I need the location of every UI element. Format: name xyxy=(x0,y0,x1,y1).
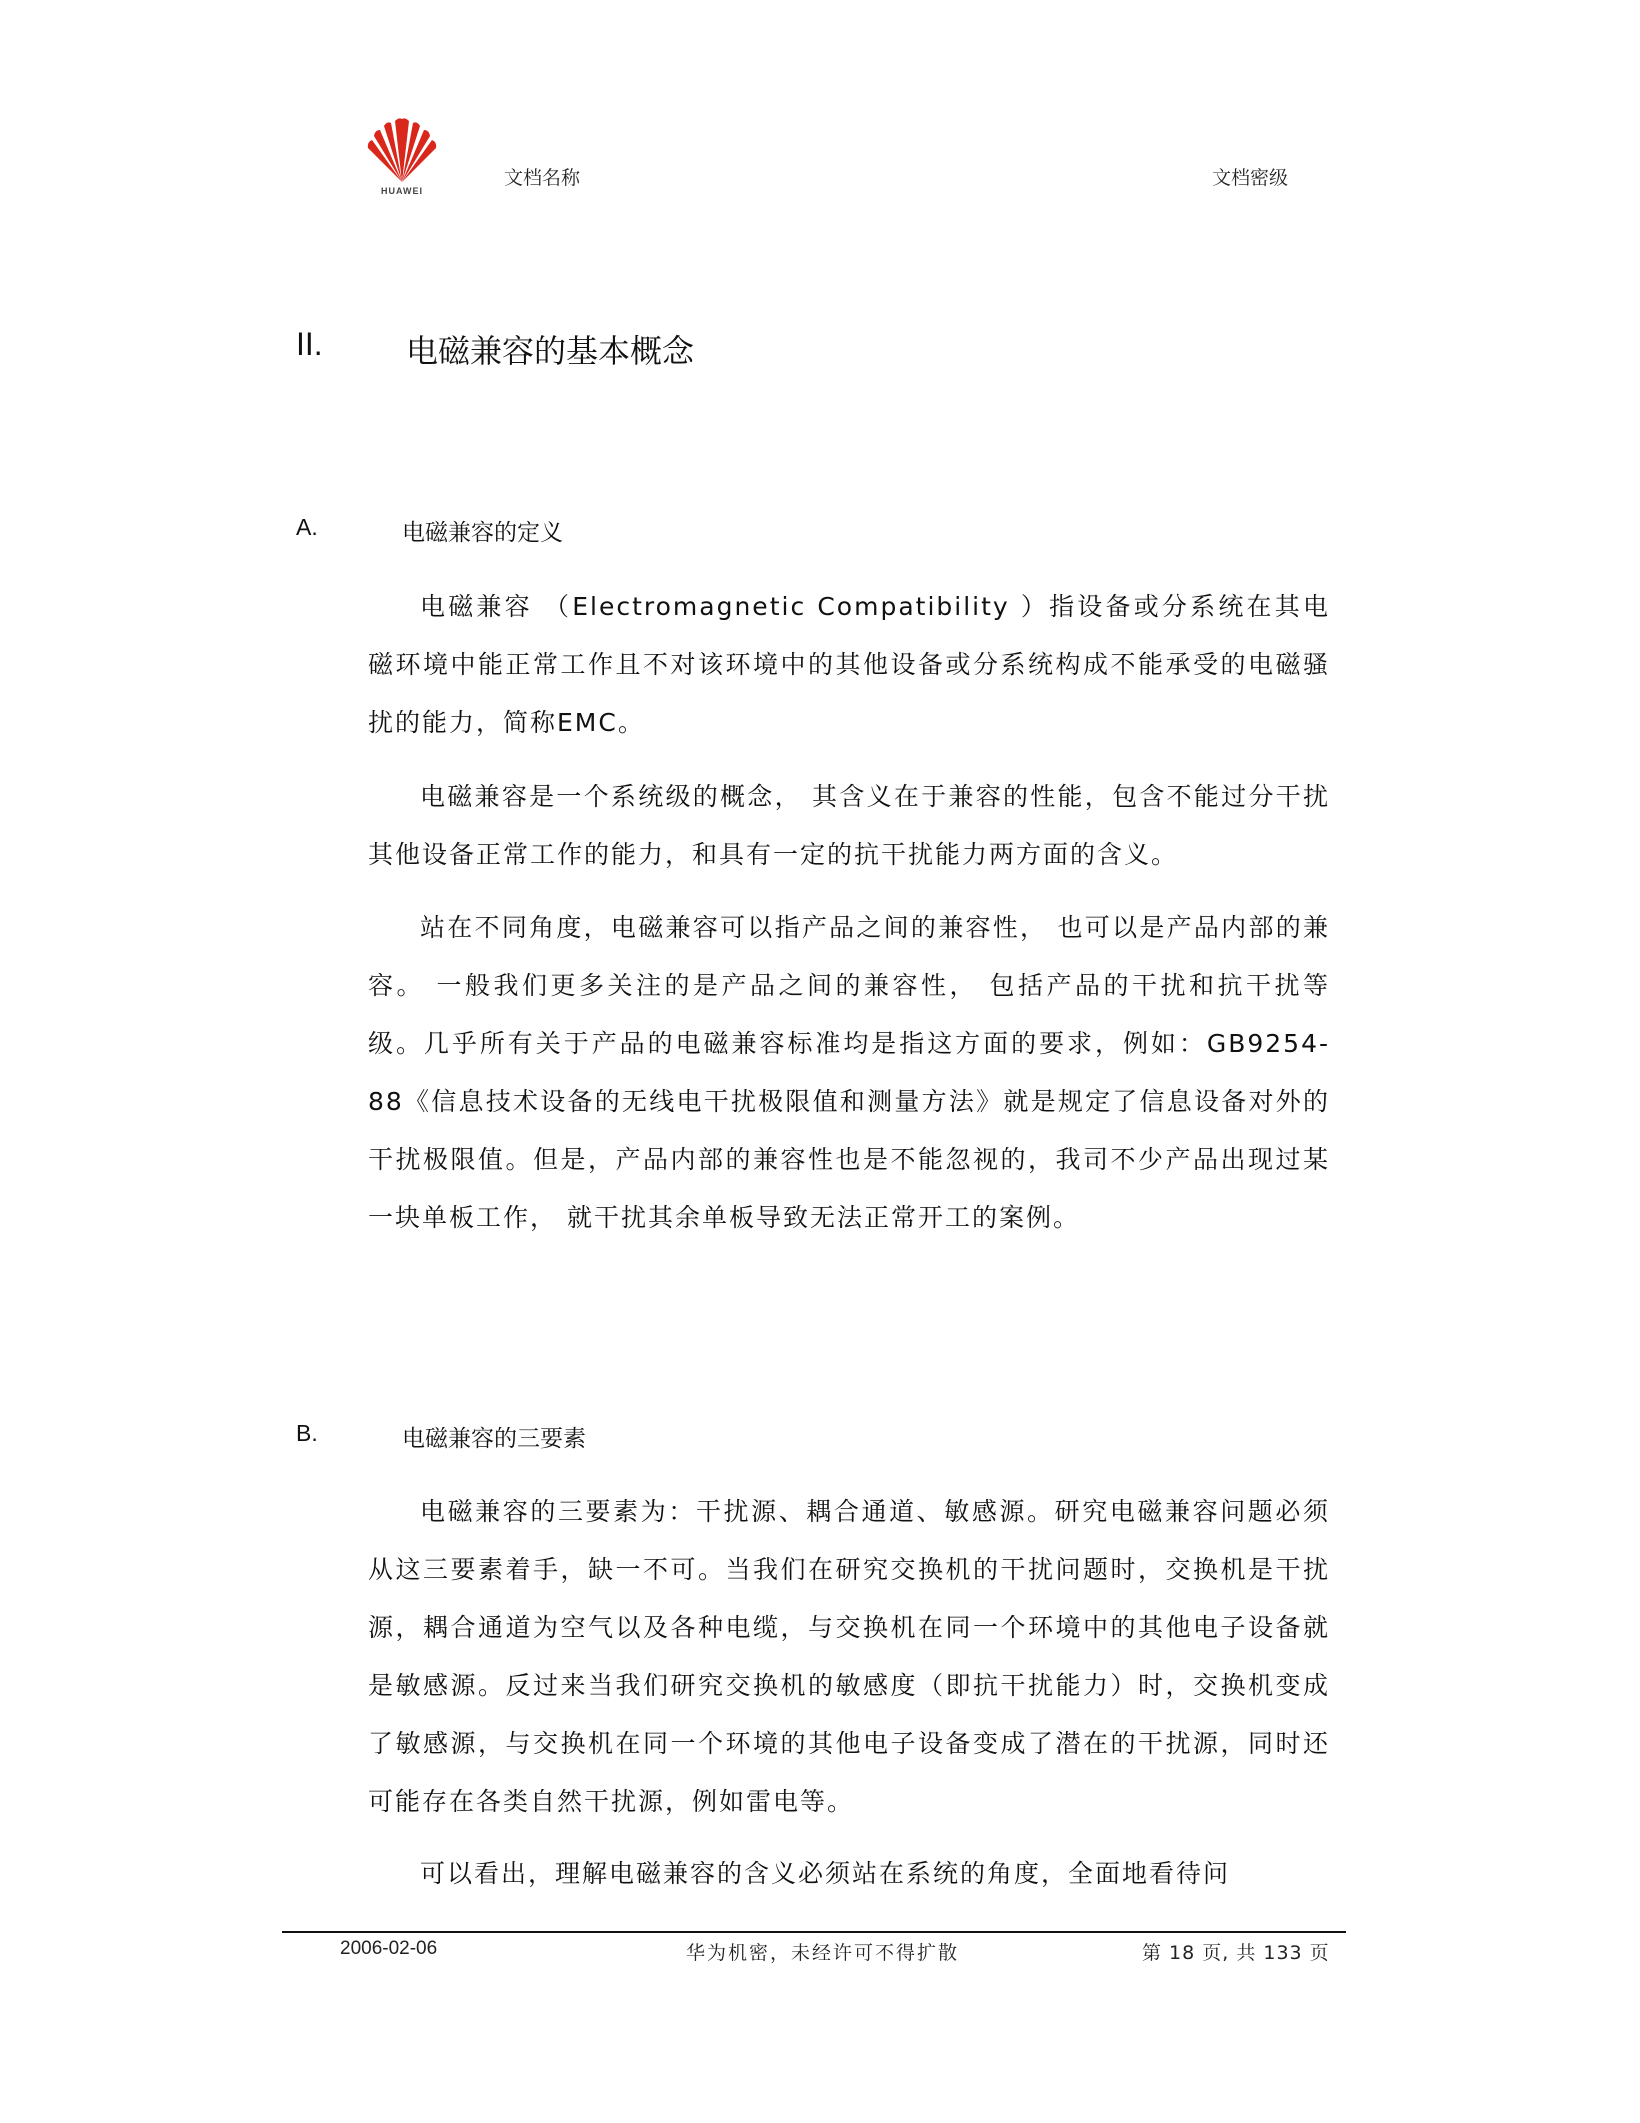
paragraph: 电磁兼容的三要素为：干扰源、耦合通道、敏感源。研究电磁兼容问题必须从这三要素着手，缺一不可。当我们在研究交换机的干扰问题时，交换机是干扰源，耦合通道为空气以及各种电缆，与交换机在同一个环境中的其他电子设备就是敏感源。反过来当我们研究交换机的敏感度（即抗干扰能力）时，交换机变成了敏感源，与交换机在同一个环境的其他电子设备变成了潜在的干扰源，同时还可能存在各类自然干扰源，例如雷电等。 xyxy=(368,1497,1330,1816)
paragraph: 站在不同角度，电磁兼容可以指产品之间的兼容性， 也可以是产品内部的兼容。 一般我们更多关注的是产品之间的兼容性， 包括产品的干扰和抗干扰等级。几乎所有关于产品的电磁兼容标准均是指这方面的要求，例如：GB9254-88《信息技术设备的无线电干扰极限值和测量方法》就是规定了信息设备对外的干扰极限值。但是，产品内部的兼容性也是不能忽视的，我司不少产品出现过某一块单板工作， 就干扰其余单板导致无法正常开工的案例。 xyxy=(368,913,1330,1232)
section-title: 电磁兼容的定义 xyxy=(402,520,563,546)
document-classification: 文档密级 xyxy=(1212,167,1289,189)
section-title: 电磁兼容的三要素 xyxy=(402,1426,586,1452)
footer-divider xyxy=(282,1931,1346,1933)
huawei-logo-icon xyxy=(364,118,440,184)
footer-date: 2006-02-06 xyxy=(340,1938,438,1959)
paragraph: 可以看出，理解电磁兼容的含义必须站在系统的角度，全面地看待问 xyxy=(420,1859,1231,1888)
section-number: A. xyxy=(296,514,318,540)
footer-page-number: 第 18 页, 共 133 页 xyxy=(1142,1942,1330,1964)
paragraph: 电磁兼容是一个系统级的概念， 其含义在于兼容的性能，包含不能过分干扰其他设备正常工作的能力，和具有一定的抗干扰能力两方面的含义。 xyxy=(368,782,1330,869)
chapter-number: II. xyxy=(296,326,323,362)
chapter-title: 电磁兼容的基本概念 xyxy=(406,332,695,370)
footer-confidential-notice: 华为机密，未经许可不得扩散 xyxy=(686,1942,960,1964)
huawei-logo xyxy=(364,118,440,202)
logo-text: HUAWEI xyxy=(381,186,423,196)
document-name: 文档名称 xyxy=(504,167,581,189)
paragraph: 电磁兼容 （Electromagnetic Compatibility ）指设备或分系统在其电磁环境中能正常工作且不对该环境中的其他设备或分系统构成不能承受的电磁骚扰的能力，简称EMC。 xyxy=(368,592,1330,737)
section-number: B. xyxy=(296,1420,318,1446)
